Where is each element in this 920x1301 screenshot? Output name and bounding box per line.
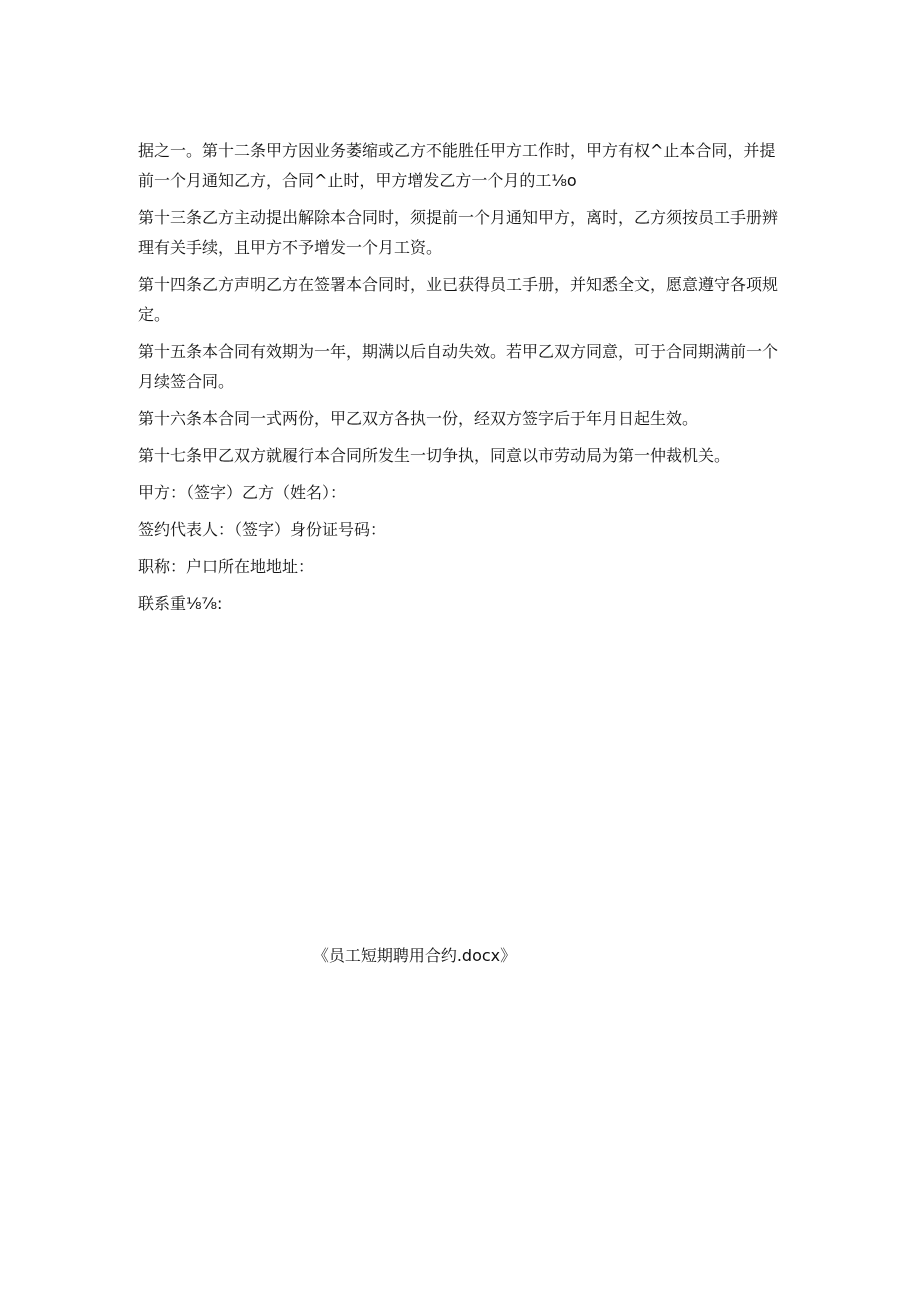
document-footer	[0, 943, 829, 969]
signature-field-parties: 甲方：（签字）乙方（姓名）：	[138, 483, 347, 502]
document-body	[138, 136, 788, 626]
paragraph-clause-13: 第十三条乙方主动提出解除本合同时，须提前一个月通知甲方，离时，乙方须按员工手册辨理有关手续，且甲方不予增发一个月工资。	[138, 208, 779, 257]
paragraph-clause-14: 第十四条乙方声明乙方在签署本合同时，业已获得员工手册，并知悉全文，愿意遵守各项规定。	[138, 275, 779, 324]
signature-field-title-address: 职称：户口所在地地址：	[138, 557, 315, 576]
paragraph-clause-12: 据之一。第十二条甲方因业务萎缩或乙方不能胜任甲方工作时，甲方有权^止本合同，并提前一个月通知乙方，合同^止时，甲方增发乙方一个月的工⅛o	[138, 141, 776, 190]
signature-field-representative: 签约代表人：（签字）身份证号码：	[138, 520, 387, 539]
footer-filename: 《员工短期聘用合约.docx》	[312, 946, 517, 965]
paragraph-clause-15: 第十五条本合同有效期为一年，期满以后自动失效。若甲乙双方同意，可于合同期满前一个月续签合同。	[138, 342, 779, 391]
signature-field-contact: 联系重⅛⅞:	[138, 594, 223, 613]
paragraph-clause-16: 第十六条本合同一式两份，甲乙双方各执一份，经双方签字后于年月日起生效。	[138, 409, 699, 428]
paragraph-clause-17: 第十七条甲乙双方就履行本合同所发生一切争执，同意以市劳动局为第一仲裁机关。	[138, 446, 731, 465]
